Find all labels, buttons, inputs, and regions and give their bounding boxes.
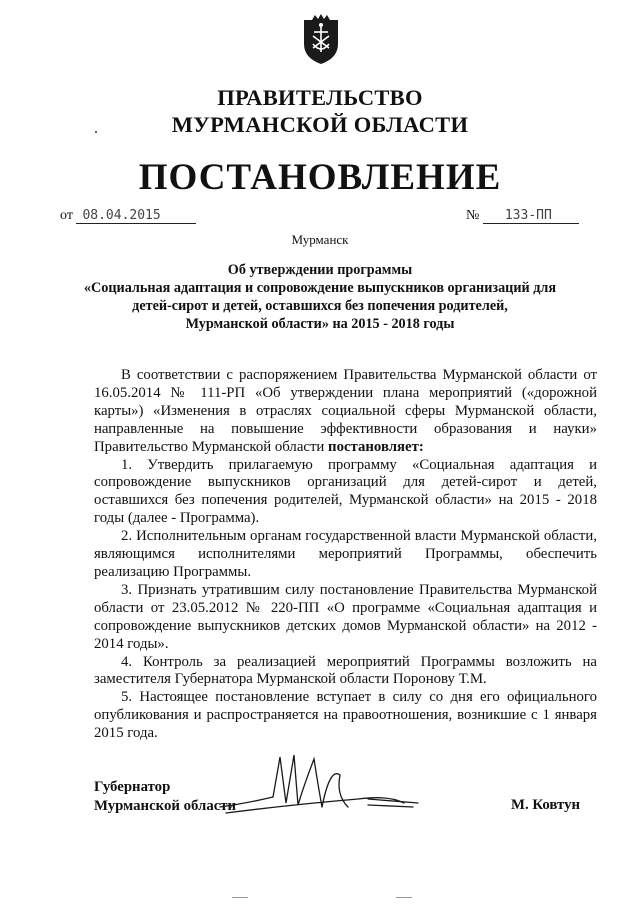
intro-text: В соответствии с распоряжением Правительства Мурманской области от 16.05.2014 № 111-РП «Об утверждении плана мероприятий («дорожной карты») «Изменения в отраслях социальной сферы Мурманской области, направленные на повышение эффективности образования и науки» Правительство Мурманской области xyxy=(94,367,597,455)
document-date xyxy=(60,208,196,224)
body-item-5: 5. Настоящее постановление вступает в силу со дня его официального опубликования и распространяется на правоотношения, возникшие с 1 января 2015 года. xyxy=(94,689,597,742)
resolution-keyword: постановляет: xyxy=(328,438,424,455)
document-body xyxy=(94,367,597,743)
signatory-title-line2: Мурманской области xyxy=(94,798,237,814)
organization-name-line2: МУРМАНСКОЙ ОБЛАСТИ xyxy=(171,112,469,137)
organization-name-line1: ПРАВИТЕЛЬСТВО xyxy=(217,85,423,110)
body-item-2: 2. Исполнительным органам государственной власти Мурманской области, являющимся исполнителями мероприятий Программы, обеспечить реализацию Программы. xyxy=(94,528,597,580)
body-item-1: 1. Утвердить прилагаемую программу «Социальная адаптация и сопровождение выпускников организаций для детей-сирот и детей, оставшихся без попечения родителей, Мурманской области» на 2015 - 2018 годы (далее - Программа). xyxy=(94,456,597,527)
document-number xyxy=(466,208,579,224)
footer-mark xyxy=(232,897,248,898)
signatory-title-line1: Губернатор xyxy=(94,779,171,795)
number-value: 133-ПП xyxy=(483,208,579,224)
intro-paragraph xyxy=(94,367,597,457)
subject-line: «Социальная адаптация и сопровождение выпускников организаций для xyxy=(83,280,557,296)
handwritten-signature xyxy=(218,745,428,830)
date-prefix: от xyxy=(60,208,73,223)
footer-mark xyxy=(396,897,412,898)
document-subject xyxy=(80,261,560,333)
subject-line: детей-сирот и детей, оставшихся без попечения родителей, xyxy=(132,298,508,314)
city-name: Мурманск xyxy=(291,232,349,247)
signatory-title xyxy=(94,778,236,816)
document-type-title: ПОСТАНОВЛЕНИЕ xyxy=(138,157,502,198)
date-value: 08.04.2015 xyxy=(76,208,196,224)
subject-line: Об утверждении программы xyxy=(227,262,413,278)
number-prefix: № xyxy=(466,208,480,223)
body-item-3: 3. Признать утратившим силу постановление Правительства Мурманской области от 23.05.2012 № 220-ПП «О программе «Социальная адаптация и сопровождение выпускников детских домов Мурманской области» на 2012 - 2014 годы». xyxy=(94,581,597,652)
coat-of-arms-icon xyxy=(300,14,342,66)
body-item-4: 4. Контроль за реализацией мероприятий Программы возложить на заместителя Губернатора Мурманской области Поронову Т.М. xyxy=(94,653,597,688)
subject-line: Мурманской области» на 2015 - 2018 годы xyxy=(185,316,455,332)
signatory-name: М. Ковтун xyxy=(511,797,581,813)
